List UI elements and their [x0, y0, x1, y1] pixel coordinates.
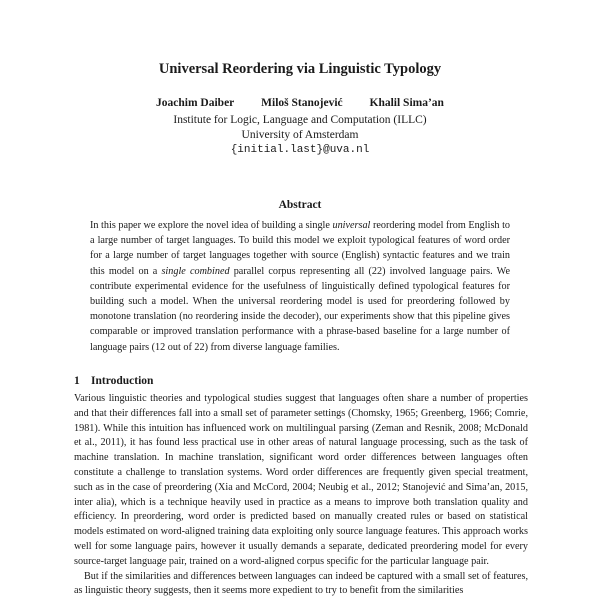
- abstract-emphasis: universal: [332, 220, 371, 231]
- section-title: Introduction: [91, 375, 154, 387]
- author-name: Miloš Stanojević: [261, 97, 343, 109]
- author-name: Joachim Daiber: [156, 97, 235, 109]
- abstract-emphasis: single combined: [161, 265, 230, 277]
- abstract-text: In this paper we explore the novel idea of building a single: [90, 220, 333, 231]
- abstract-text: reordering model from English to a large number of target languages. To build this model we exploit typological features of word order for a large number of target languages together with source (English) syntactic features and we train this model on a: [90, 220, 510, 277]
- paragraph: Various linguistic theories and typological studies suggest that languages often share a number of properties and that their differences fall into a small set of parameter settings (Chomsky, 1965; Greenberg, 1966; Comrie, 1981). While this intuition has influenced work on multilingual parsing (Zeman and Resnik, 2008; McDonald et al., 2011), it has found less practical use in other areas of natural language processing, such as the task of machine translation. In machine translation, significant word order differences between languages often constitute a challenge to translation systems. Word order differences are frequently given special treatment, such as in the case of preordering (Xia and McCord, 2004; Neubig et al., 2012; Stanojević and Sima’an, 2015, inter alia), which is a technique heavily used in practice as a means to improve both translation quality and efficiency. In preordering, word order is predicted based on manually created rules or based on statistical models estimated on word-aligned training data exploiting only source language features. This approach works well for some language pairs, however it usually demands a separate, dedicated preordering model for every source-target language pair, trained on a word-aligned corpus specific for the particular language pair.: [74, 393, 528, 567]
- introduction-body: [74, 392, 528, 599]
- paper-title: Universal Reordering via Linguistic Typology: [158, 61, 442, 77]
- abstract-text: parallel corpus representing all (22) involved language pairs. We contribute experimental evidence for the usefulness of linguistically defined typological features for building such a model. When the universal reordering model is used for preordering followed by monotone translation (no reordering inside the decoder), our experiments show that this pipeline gives comparable or improved translation performance with a phrase-based baseline for a large number of language pairs (12 out of 22) from diverse language families.: [90, 265, 510, 353]
- author-list: [0, 97, 600, 109]
- author-name: Khalil Sima’an: [369, 97, 444, 109]
- abstract-body: [90, 218, 510, 355]
- author-email: {initial.last}@uva.nl: [230, 144, 370, 156]
- paragraph: But if the similarities and differences between languages can indeed be captured with a small set of features, as linguistic theory suggests, then it seems more expedient to try to benefit from the similarities: [74, 570, 528, 597]
- abstract-heading: Abstract: [278, 199, 322, 211]
- affiliation-institute: Institute for Logic, Language and Computation (ILLC): [173, 114, 427, 126]
- section-heading: [74, 375, 153, 387]
- affiliation-university: University of Amsterdam: [241, 129, 359, 141]
- section-number: 1: [74, 375, 80, 387]
